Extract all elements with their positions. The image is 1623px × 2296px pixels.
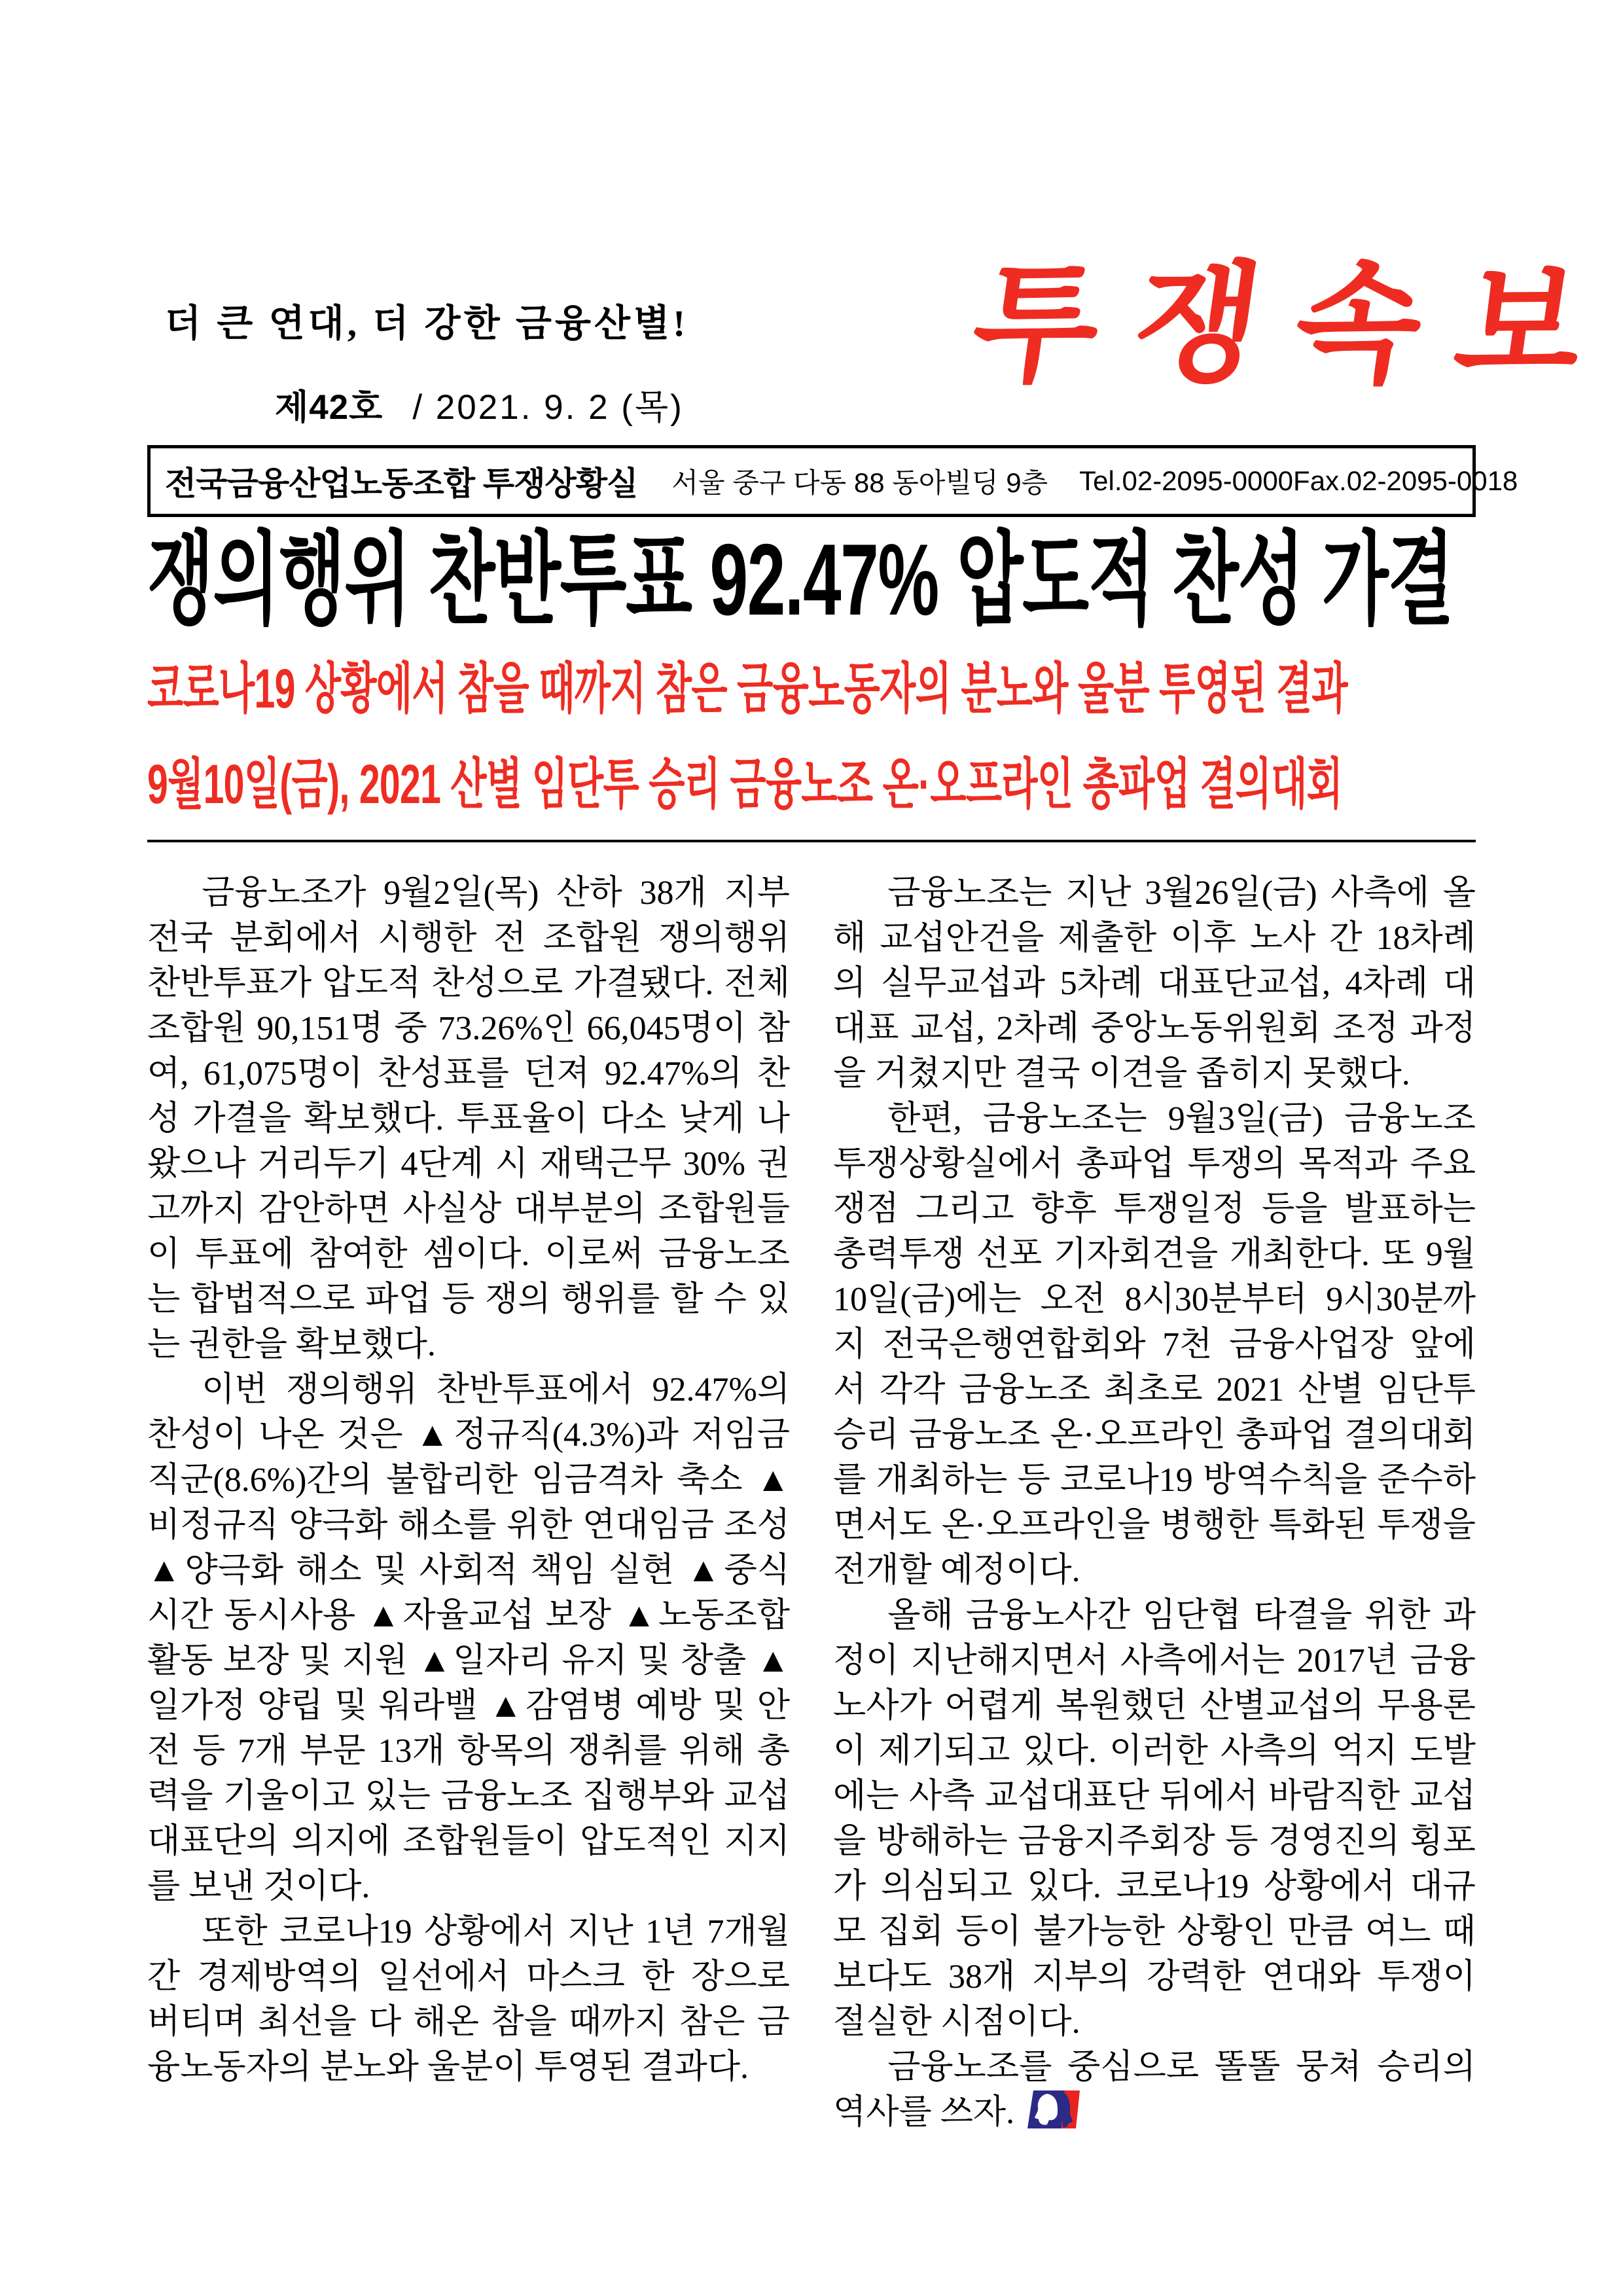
fax-text: Fax.02-2095-0018 [1293, 465, 1518, 496]
body-paragraph: 또한 코로나19 상황에서 지난 1년 7개월간 경제방역의 일선에서 마스크 한 장으로 버티며 최선을 다 해온 참을 때까지 참은 금융노동자의 분노와 울분이 투영된 결과다. [147, 1913, 790, 2086]
main-headline [147, 520, 1476, 640]
body-paragraph: 금융노조는 지난 3월26일(금) 사측에 올해 교섭안건을 제출한 이후 노사 간 18차례의 실무교섭과 5차례 대표단교섭, 4차례 대대표 교섭, 2차례 중앙노동위원회 조정 과정을 거쳤지만 결국 이견을 좁히지 못했다. [833, 874, 1476, 1092]
body-paragraph: 올해 금융노사간 임단협 타결을 위한 과정이 지난해지면서 사측에서는 2017년 금융노사가 어렵게 복원했던 산별교섭의 무용론이 제기되고 있다. 이러한 사측의 억지 도발에는 사측 교섭대표단 뒤에서 바람직한 교섭을 방해하는 금융지주회장 등 경영진의 횡포가 의심되고 있다. 코로나19 상황에서 대규모 집회 등이 불가능한 상황인 만큼 여느 때보다도 38개 지부의 강력한 연대와 투쟁이 절실한 시점이다. [833, 1597, 1476, 2041]
divider-rule [147, 840, 1476, 842]
left-column [147, 870, 790, 2135]
issue-line [275, 380, 684, 429]
subheadline-1-text: 코로나19 상황에서 참을 때까지 참은 금융노동자의 분노와 울분 투영된 결과 [147, 658, 1347, 719]
closing-sentence: 금융노조를 중심으로 똘똘 뭉쳐 승리의 역사를 쓰자. [833, 2049, 1476, 2131]
subheadline-2-text: 9월10일(금), 2021 산별 임단투 승리 금융노조 온·오프라인 총파업 결의대회 [147, 753, 1343, 815]
article-body [147, 870, 1476, 2135]
main-headline-text: 쟁의행위 찬반투표 92.47% 압도적 찬성 가결 [147, 523, 1454, 636]
info-bar [147, 445, 1518, 517]
right-column [833, 870, 1476, 2135]
org-name-label: 전국금융산업노동조합 투쟁상황실 [165, 465, 638, 502]
issue-date: / 2021. 9. 2 (목) [412, 388, 684, 427]
body-paragraph: 금융노조가 9월2일(목) 산하 38개 지부 전국 분회에서 시행한 전 조합원 쟁의행위 찬반투표가 압도적 찬성으로 가결됐다. 전체 조합원 90,151명 중 73.26%인 66,045명이 참여, 61,075명이 찬성표를 던져 92.47%의 찬성 가결을 확보했다. 투표율이 다소 낮게 나왔으나 거리두기 4단계 시 재택근무 30% 권고까지 감안하면 사실상 대부분의 조합원들이 투표에 참여한 셈이다. 이로써 금융노조는 합법적으로 파업 등 쟁의 행위를 할 수 있는 권한을 확보했다. [147, 874, 790, 1363]
body-paragraph [833, 2045, 1476, 2135]
masthead-title [963, 250, 1593, 399]
body-paragraph: 한편, 금융노조는 9월3일(금) 금융노조 투쟁상황실에서 총파업 투쟁의 목적과 주요 쟁점 그리고 향후 투쟁일정 등을 발표하는 총력투쟁 선포 기자회견을 개최한다. 또 9월10일(금)에는 오전 8시30분부터 9시30분까지 전국은행연합회와 7천 금융사업장 앞에서 각각 금융노조 최초로 2021 산별 임단투 승리 금융노조 온·오프라인 총파업 결의대회를 개최하는 등 코로나19 방역수칙을 준수하면서도 온·오프라인을 병행한 특화된 투쟁을 전개할 예정이다. [833, 1100, 1476, 1589]
body-paragraph: 이번 쟁의행위 찬반투표에서 92.47%의 찬성이 나온 것은 ▲정규직(4.3%)과 저임금직군(8.6%)간의 불합리한 임금격차 축소 ▲비정규직 양극화 해소를 위한 연대임금 조성 ▲양극화 해소 및 사회적 책임 실현 ▲중식시간 동시사용 ▲자율교섭 보장 ▲노동조합 활동 보장 및 지원 ▲일자리 유지 및 창출 ▲일가정 양립 및 워라밸 ▲감염병 예방 및 안전 등 7개 부문 13개 항목의 쟁취를 위해 총력을 기울이고 있는 금융노조 집행부와 교섭대표단의 의지에 조합원들이 압도적인 지지를 보낸 것이다. [147, 1371, 790, 1905]
end-mark-logo [1027, 2090, 1080, 2128]
address-text: 서울 중구 다동 88 동아빌딩 9층 [671, 467, 1048, 498]
subheadline-2 [147, 751, 1476, 817]
issue-number: 제42호 [275, 388, 383, 427]
masthead-title-text: 투 쟁 속 보 [963, 252, 1593, 397]
slogan-text: 더 큰 연대, 더 강한 금융산별! [165, 303, 689, 344]
tel-text: Tel.02-2095-0000 [1079, 465, 1294, 496]
subheadline-1 [147, 656, 1476, 722]
